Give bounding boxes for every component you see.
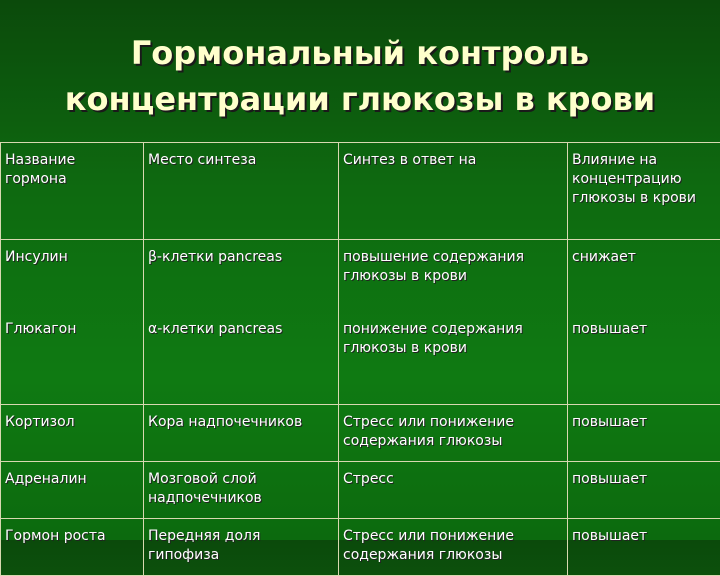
cell-growth-hormone-trigger: Стресс или понижение содержания глюкозы bbox=[339, 519, 568, 576]
cell-insulin-site: β-клетки pancreas bbox=[148, 248, 334, 320]
table-row-adrenaline bbox=[1, 462, 720, 519]
slide-title-line-1: Гормональный контроль bbox=[0, 30, 720, 76]
cell-adrenaline-trigger: Стресс bbox=[339, 462, 568, 519]
cell-insulin-name: Инсулин bbox=[5, 248, 139, 320]
cell-adrenaline-effect: повышает bbox=[568, 462, 720, 519]
table-cell bbox=[568, 240, 720, 405]
cell-growth-hormone-site: Передняя доля гипофиза bbox=[144, 519, 339, 576]
cell-glucagon-site: α-клетки pancreas bbox=[148, 320, 334, 339]
cell-glucagon-name: Глюкагон bbox=[5, 320, 139, 339]
cell-adrenaline-name: Адреналин bbox=[1, 462, 144, 519]
table-row-insulin-glucagon bbox=[1, 240, 720, 405]
table-cell bbox=[1, 240, 144, 405]
table-cell bbox=[339, 240, 568, 405]
cell-glucagon-effect: повышает bbox=[572, 320, 720, 339]
cell-insulin-trigger: повышение содержания глюкозы в крови bbox=[343, 248, 563, 320]
hormone-table bbox=[0, 142, 720, 576]
cell-insulin-effect: снижает bbox=[572, 248, 720, 320]
cell-cortisol-site: Кора надпочечников bbox=[144, 405, 339, 462]
cell-cortisol-trigger: Стресс или понижение содержания глюкозы bbox=[339, 405, 568, 462]
table-cell bbox=[144, 240, 339, 405]
header-synthesis-site: Место синтеза bbox=[144, 143, 339, 240]
cell-cortisol-name: Кортизол bbox=[1, 405, 144, 462]
header-glucose-effect: Влияние на концентрацию глюкозы в крови bbox=[568, 143, 720, 240]
cell-cortisol-effect: повышает bbox=[568, 405, 720, 462]
cell-growth-hormone-effect: повышает bbox=[568, 519, 720, 576]
slide-title-line-2: концентрации глюкозы в крови bbox=[0, 76, 720, 122]
slide-title bbox=[0, 30, 720, 122]
header-hormone-name: Название гормона bbox=[1, 143, 144, 240]
table-header-row bbox=[1, 143, 720, 240]
header-synthesis-trigger: Синтез в ответ на bbox=[339, 143, 568, 240]
table-row-cortisol bbox=[1, 405, 720, 462]
table-row-growth-hormone bbox=[1, 519, 720, 576]
cell-glucagon-trigger: понижение содержания глюкозы в крови bbox=[343, 320, 563, 358]
cell-growth-hormone-name: Гормон роста bbox=[1, 519, 144, 576]
cell-adrenaline-site: Мозговой слой надпочечников bbox=[144, 462, 339, 519]
